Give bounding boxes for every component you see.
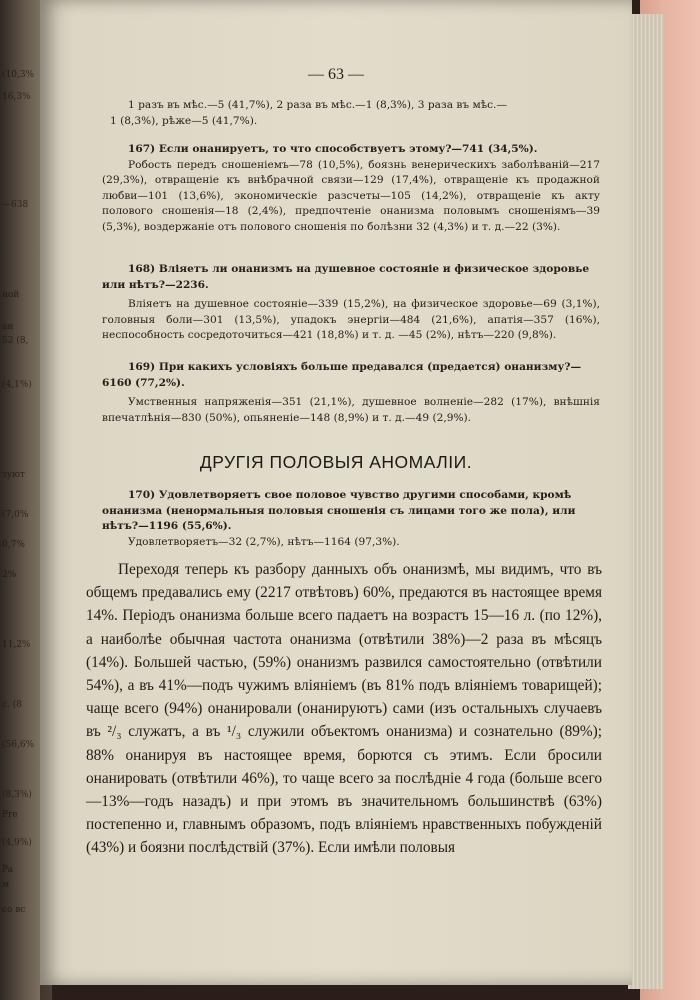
facing-page-text-fragment: 52 (8, — [2, 336, 29, 346]
question-167 — [102, 142, 600, 235]
question-text: 169) При какихъ условіяхъ больше предавался (предается) онанизму?—6160 (77,2%). — [102, 361, 582, 389]
page-number: — 63 — — [308, 66, 364, 83]
frequency-line: 1 (8,3%), рѣже—5 (41,7%). — [110, 114, 258, 127]
facing-page-text-fragment: ной — [2, 290, 20, 300]
facing-page-text-fragment: (8,3%) — [2, 790, 32, 800]
body-paragraph: Переходя теперь къ разбору данныхъ объ онанизмѣ, мы видимъ, что въ общемъ предавались ему (2217 отвѣтовъ) 60%, предаются въ настоящее время 14%. Періодъ онанизма больше всего падаетъ на возрастъ 15—16 л. (по 12%), а наиболѣе обычная частота онанизма (отвѣтили 38%)—2 раза въ мѣсяцъ (14%). Большей частью, (59%) онанизмъ развился самостоятельно (отвѣтили 54%), а въ 41%—подъ чужимъ вліяніемъ (въ 81% подъ вліяніемъ товарищей); чаще всего (94%) онанировали (онанируютъ) сами (изъ остальныхъ случаевъ въ ²/₃ служатъ, а въ ¹/₃ служили объектомъ онанизма) и сознательно (89%); 88% онанируя въ настоящее время, борются съ этимъ. Если бросили онанировать (отвѣтили 46%), то чаще всего за послѣдніе 4 года (больше всего—13%—годъ назадъ) и при этомъ въ значительномъ большинствѣ (63%) постепенно и, главнымъ образомъ, подъ вліяніемъ нравственныхъ побужденій (43%) и боязни послѣдствій (37%). Если имѣли половыя — [86, 561, 602, 857]
book-page — [40, 0, 632, 985]
question-168 — [102, 262, 600, 344]
facing-page-text-fragment: зуют — [2, 470, 26, 480]
question-169 — [102, 360, 600, 426]
frequency-block — [102, 98, 600, 129]
facing-page-text-fragment: 16,3% — [2, 92, 31, 102]
page-stack-edges — [628, 14, 664, 989]
facing-page-text-fragment: (10,3% — [2, 70, 35, 80]
question-text: 168) Вліяетъ ли онанизмъ на душевное состояніе и физическое здоровье или нѣтъ?—2236. — [102, 263, 590, 291]
facing-page-text-fragment: с. (8 — [2, 700, 22, 710]
facing-page-text-fragment: (4,1%) — [2, 380, 32, 390]
facing-page-text-fragment: (56,6% — [2, 740, 35, 750]
facing-page-text-fragment: 2% — [2, 570, 17, 580]
section-heading: ДРУГІЯ ПОЛОВЫЯ АНОМАЛІИ. — [199, 452, 473, 472]
facing-page-text-fragment: Pre — [2, 810, 18, 820]
question-170 — [102, 488, 600, 550]
body-paragraph-block — [86, 558, 602, 860]
facing-page-text-fragment: ан — [2, 322, 14, 332]
facing-page-text-fragment: 0,7% — [2, 540, 25, 550]
answer-text: Удовлетворяетъ—32 (2,7%), нѣтъ—1164 (97,3%). — [128, 535, 400, 548]
facing-page-text-fragment: (7,0% — [2, 510, 29, 520]
facing-page-text-fragment: Pa — [2, 865, 14, 875]
facing-page-fragment — [0, 0, 40, 1000]
answer-text: Робость передъ сношеніемъ—78 (10,5%), боязнь венерическихъ заболѣваній—217 (29,3%), отвращеніе къ внѣбрачной связи—129 (17,4%), отвращеніе къ продажной любви—101 (13,6%), экономическіе разсчеты—105 (14,2%), отвращеніе къ акту полового сношенія—18 (2,4%), предпочтеніе онанизма половымъ сношеніямъ—39 (5,3%), воздержаніе отъ полового сношенія по болѣзни 32 (4,3%) и т. д.—22 (3%). — [102, 158, 600, 233]
facing-page-text-fragment: м — [2, 880, 10, 890]
answer-text: Умственныя напряженія—351 (21,1%), душевное волненіе—282 (17%), внѣшнія впечатлѣнія—830 (50%), опьяненіе—148 (8,9%) и т. д.—49 (2,9%). — [102, 396, 600, 424]
frequency-line: 1 разъ въ мѣс.—5 (41,7%), 2 раза въ мѣс.—1 (8,3%), 3 раза въ мѣс.— — [128, 99, 507, 111]
answer-text: Вліяетъ на душевное состояніе—339 (15,2%), на физическое здоровье—69 (3,1%), головныя боли—301 (13,5%), упадокъ энергіи—484 (21,6%), апатія—357 (16%), неспособность сосредоточиться—421 (18,8%) и т. д. —45 (2%), нѣтъ—220 (9,8%). — [102, 298, 600, 341]
facing-page-text-fragment: (4,9%) — [2, 838, 32, 848]
facing-page-text-fragment: 11,2% — [2, 640, 31, 650]
question-text: 167) Если онанируетъ, то что способствуетъ этому?—741 (34,5%). — [128, 143, 538, 155]
facing-page-text-fragment: —638 — [2, 200, 29, 210]
facing-page-text-fragment: со вс — [2, 905, 26, 915]
question-text: 170) Удовлетворяетъ свое половое чувство другими способами, кромѣ онанизма (ненормальныя половыя сношенія съ лицами того же пола), или нѣтъ?—1196 (55,6%). — [102, 489, 576, 532]
